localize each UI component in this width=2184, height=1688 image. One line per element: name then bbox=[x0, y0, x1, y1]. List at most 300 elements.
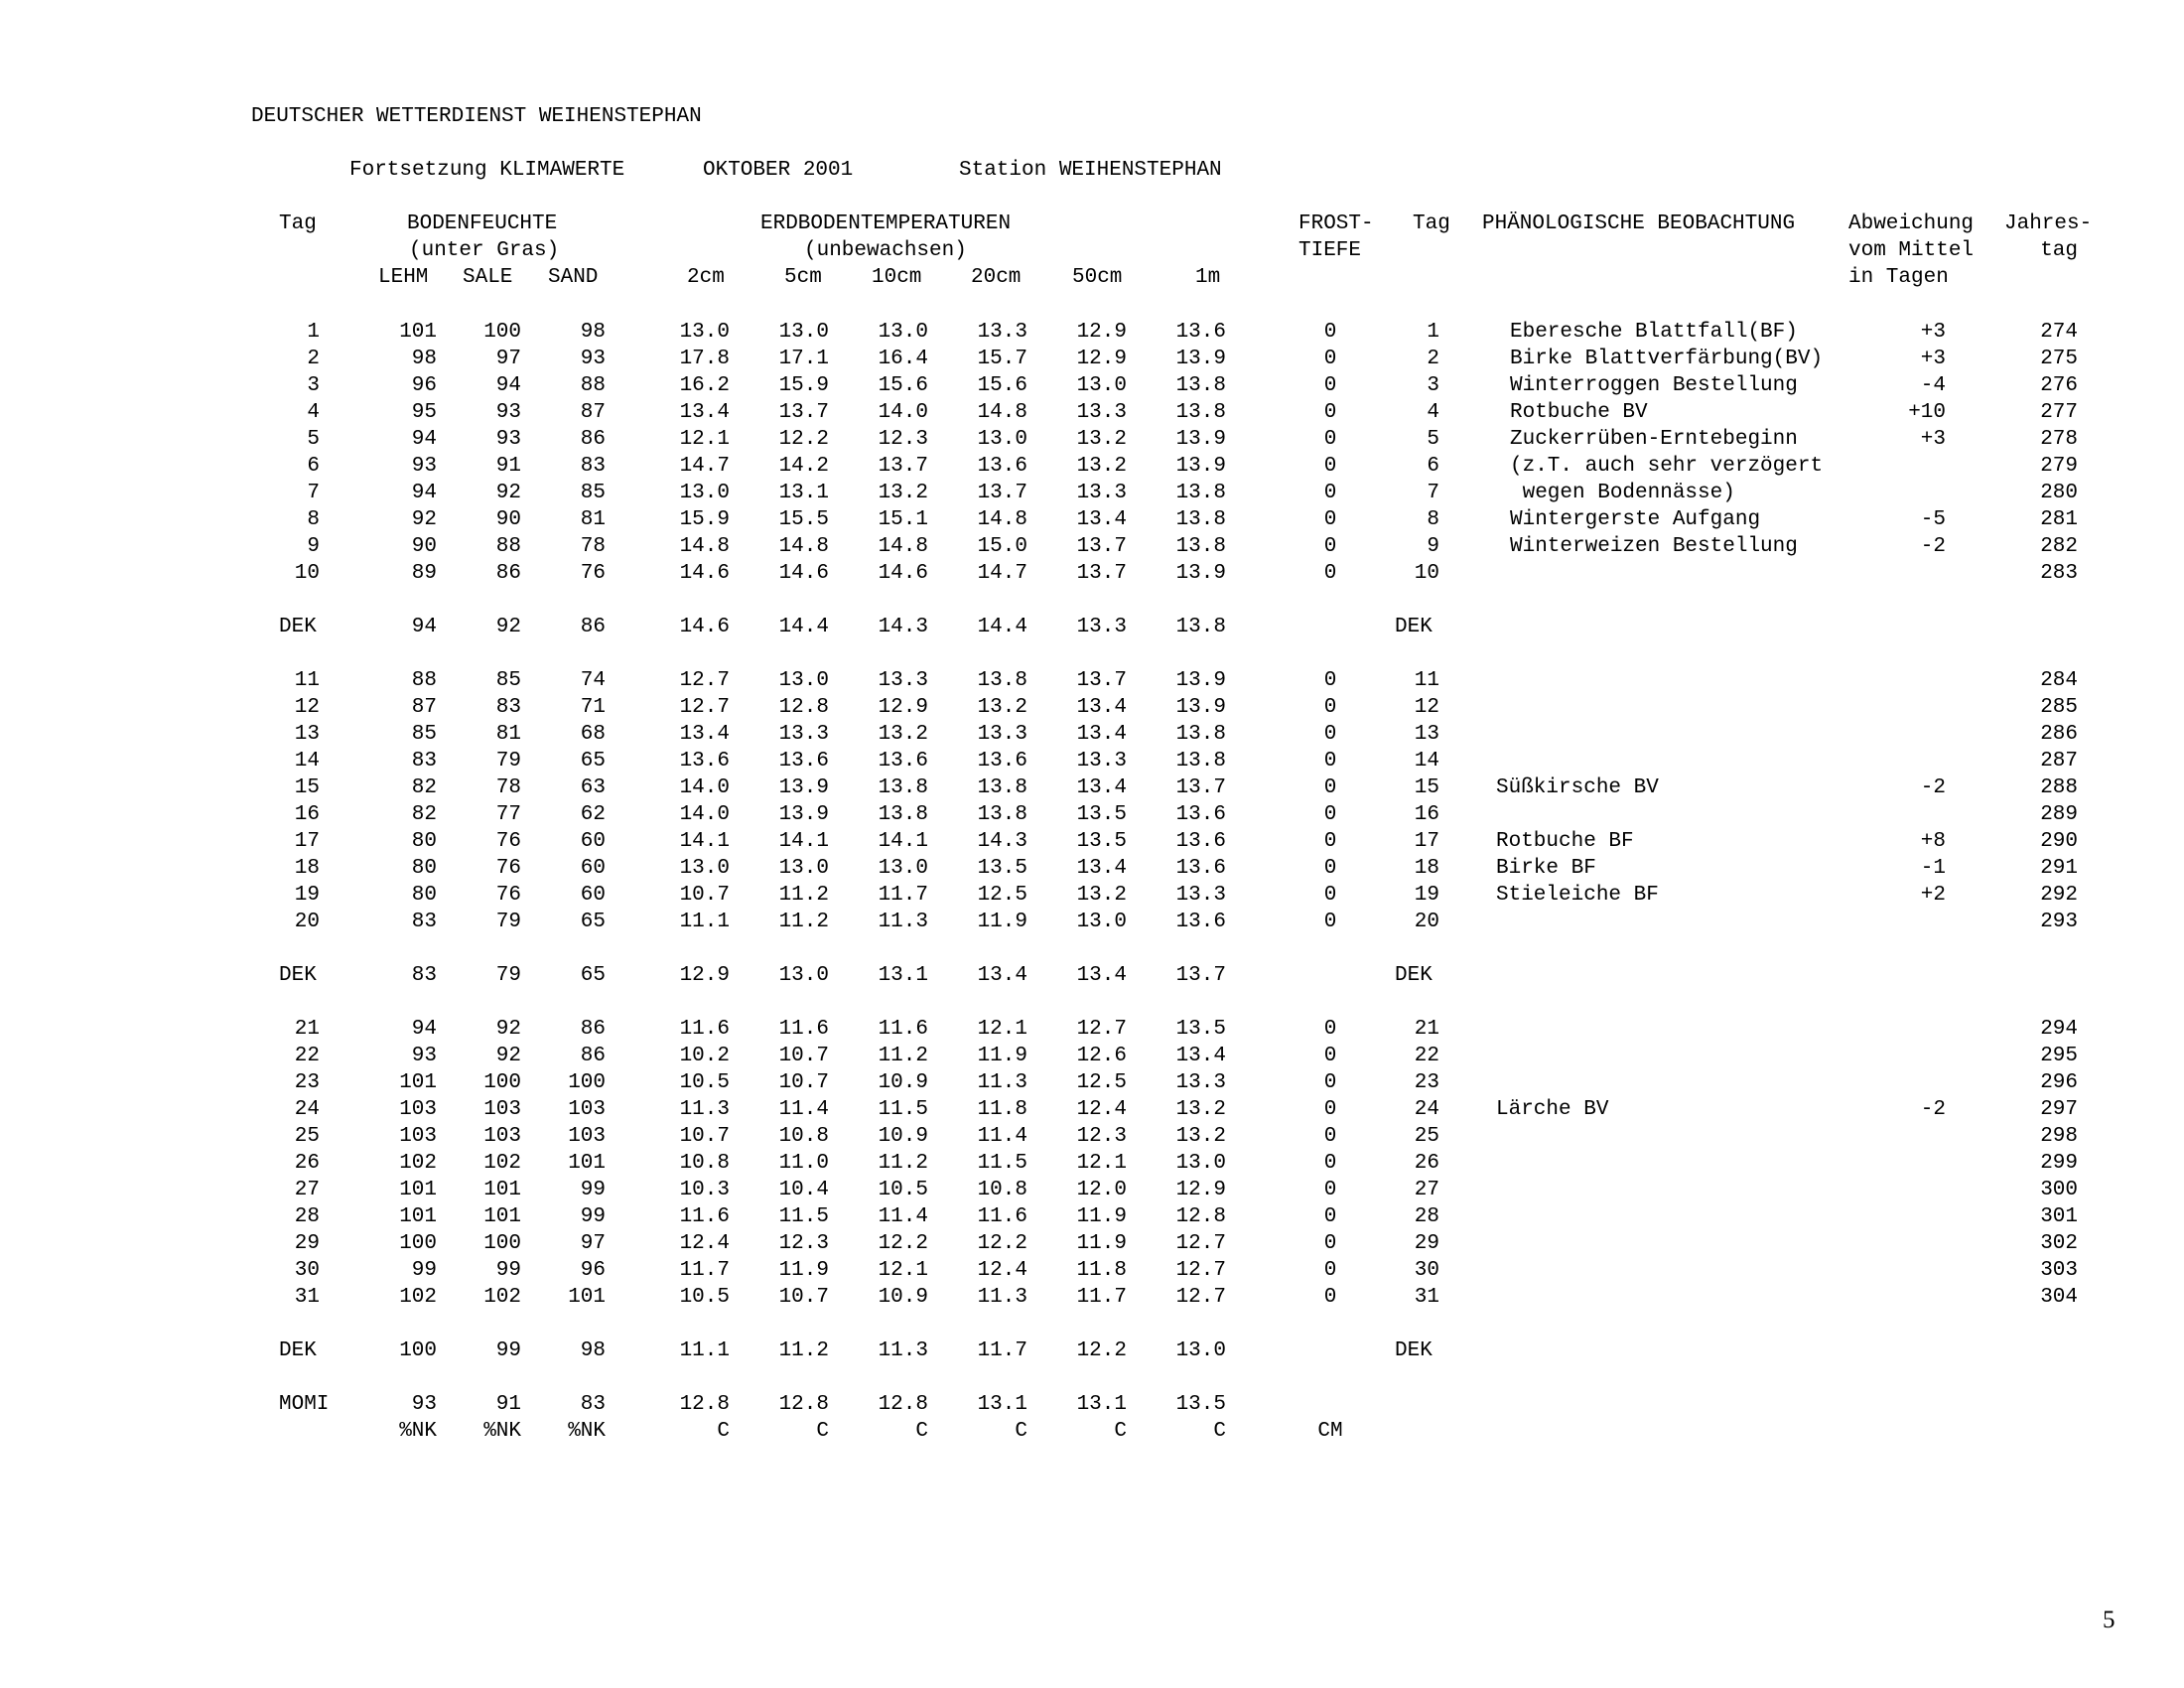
col-abweichung: Abweichung bbox=[1848, 212, 1975, 235]
row-value: 90 bbox=[495, 508, 521, 531]
row-frost: 0 bbox=[1323, 401, 1337, 424]
row-value: 88 bbox=[580, 374, 606, 397]
row-value: 11.2 bbox=[878, 1045, 928, 1067]
row-tag2: DEK bbox=[1395, 1339, 1433, 1362]
row-value: 13.8 bbox=[1175, 374, 1226, 397]
row-tag: 3 bbox=[307, 374, 320, 397]
row-value: 10.7 bbox=[679, 884, 730, 907]
row-value: 94 bbox=[411, 482, 437, 504]
row-value: 102 bbox=[399, 1286, 437, 1309]
row-value: 12.2 bbox=[1076, 1339, 1127, 1362]
row-value: 11.4 bbox=[977, 1125, 1027, 1148]
row-value: 12.7 bbox=[1076, 1018, 1127, 1041]
row-jahrestag: 296 bbox=[2040, 1071, 2078, 1094]
row-value: 13.4 bbox=[1076, 857, 1127, 880]
row-tag2: 18 bbox=[1414, 857, 1439, 880]
row-value: 93 bbox=[411, 455, 437, 478]
row-value: 88 bbox=[495, 535, 521, 558]
row-tag: 24 bbox=[294, 1098, 320, 1121]
row-value: 13.7 bbox=[1076, 669, 1127, 692]
row-value: 13.8 bbox=[977, 776, 1027, 799]
row-value: 14.2 bbox=[778, 455, 829, 478]
row-value: 100 bbox=[568, 1071, 606, 1094]
row-value: 11.9 bbox=[1076, 1205, 1127, 1228]
row-frost: 0 bbox=[1323, 696, 1337, 719]
row-value: 12.9 bbox=[1076, 321, 1127, 344]
row-jahrestag: 294 bbox=[2040, 1018, 2078, 1041]
row-abweichung: +3 bbox=[1920, 348, 1946, 370]
row-tag2: DEK bbox=[1395, 616, 1433, 638]
row-value: 71 bbox=[580, 696, 606, 719]
row-tag2: 22 bbox=[1414, 1045, 1439, 1067]
row-value: 96 bbox=[411, 374, 437, 397]
col-abweichung-3: in Tagen bbox=[1848, 266, 1949, 289]
col-erdboden: ERDBODENTEMPERATUREN bbox=[760, 212, 1012, 235]
row-value: 13.0 bbox=[778, 964, 829, 987]
row-value: 13.5 bbox=[1076, 830, 1127, 853]
row-tag: 18 bbox=[294, 857, 320, 880]
row-tag2: 31 bbox=[1414, 1286, 1439, 1309]
row-value: 92 bbox=[411, 508, 437, 531]
row-value: 11.3 bbox=[878, 1339, 928, 1362]
row-value: 10.7 bbox=[778, 1286, 829, 1309]
row-value: 98 bbox=[580, 1339, 606, 1362]
row-value: 14.8 bbox=[977, 508, 1027, 531]
row-value: 11.8 bbox=[1076, 1259, 1127, 1282]
row-value: 13.8 bbox=[1175, 616, 1226, 638]
row-jahrestag: 278 bbox=[2040, 428, 2078, 451]
row-value: 102 bbox=[399, 1152, 437, 1175]
row-value: 13.0 bbox=[1175, 1339, 1226, 1362]
row-value: 74 bbox=[580, 669, 606, 692]
row-tag: 13 bbox=[294, 723, 320, 746]
row-value: 12.5 bbox=[977, 884, 1027, 907]
row-value: 15.9 bbox=[778, 374, 829, 397]
page-number: 5 bbox=[2103, 1607, 2116, 1633]
row-value: 13.9 bbox=[778, 776, 829, 799]
row-jahrestag: 303 bbox=[2040, 1259, 2078, 1282]
row-value: 11.9 bbox=[977, 1045, 1027, 1067]
period: OKTOBER 2001 bbox=[703, 159, 854, 182]
row-value: 94 bbox=[495, 374, 521, 397]
row-tag: 8 bbox=[307, 508, 320, 531]
row-value: 13.8 bbox=[1175, 535, 1226, 558]
row-value: 10.5 bbox=[878, 1179, 928, 1201]
row-value: 12.1 bbox=[878, 1259, 928, 1282]
row-value: 13.6 bbox=[1175, 321, 1226, 344]
row-jahrestag: 279 bbox=[2040, 455, 2078, 478]
row-tag: 2 bbox=[307, 348, 320, 370]
row-value: 12.3 bbox=[878, 428, 928, 451]
row-value: 94 bbox=[411, 1018, 437, 1041]
row-value: 13.1 bbox=[1076, 1393, 1127, 1416]
row-frost: 0 bbox=[1323, 830, 1337, 853]
row-value: 13.4 bbox=[1175, 1045, 1226, 1067]
row-tag: 19 bbox=[294, 884, 320, 907]
row-value: 12.7 bbox=[1175, 1232, 1226, 1255]
row-tag2: 14 bbox=[1414, 750, 1439, 773]
row-value: 13.2 bbox=[878, 482, 928, 504]
row-value: 12.4 bbox=[679, 1232, 730, 1255]
row-value: 83 bbox=[411, 964, 437, 987]
row-value: 78 bbox=[495, 776, 521, 799]
subtitle: Fortsetzung KLIMAWERTE bbox=[349, 159, 625, 182]
row-value: 12.8 bbox=[778, 1393, 829, 1416]
row-value: 14.1 bbox=[878, 830, 928, 853]
row-value: 13.1 bbox=[878, 964, 928, 987]
row-value: 91 bbox=[495, 455, 521, 478]
row-value: 12.8 bbox=[778, 696, 829, 719]
row-frost: 0 bbox=[1323, 508, 1337, 531]
row-value: 12.5 bbox=[1076, 1071, 1127, 1094]
row-abweichung: -2 bbox=[1920, 535, 1946, 558]
row-value: 91 bbox=[495, 1393, 521, 1416]
row-value: 93 bbox=[495, 401, 521, 424]
row-value: 11.6 bbox=[679, 1018, 730, 1041]
row-frost: 0 bbox=[1323, 428, 1337, 451]
row-value: 13.0 bbox=[778, 857, 829, 880]
row-value: 12.7 bbox=[679, 696, 730, 719]
row-value: 13.5 bbox=[977, 857, 1027, 880]
row-pheno: (z.T. auch sehr verzögert bbox=[1510, 455, 1824, 478]
row-value: 102 bbox=[483, 1152, 521, 1175]
row-tag: 4 bbox=[307, 401, 320, 424]
row-value: 14.0 bbox=[679, 776, 730, 799]
row-value: 11.6 bbox=[878, 1018, 928, 1041]
row-tag: 6 bbox=[307, 455, 320, 478]
row-value: 11.2 bbox=[778, 911, 829, 933]
row-value: 13.2 bbox=[1076, 884, 1127, 907]
row-value: 14.7 bbox=[679, 455, 730, 478]
row-tag2: 21 bbox=[1414, 1018, 1439, 1041]
row-tag2: 12 bbox=[1414, 696, 1439, 719]
row-value: 81 bbox=[580, 508, 606, 531]
row-value: 12.2 bbox=[977, 1232, 1027, 1255]
row-value: 13.6 bbox=[778, 750, 829, 773]
row-value: 68 bbox=[580, 723, 606, 746]
row-value: 79 bbox=[495, 911, 521, 933]
row-value: 63 bbox=[580, 776, 606, 799]
row-value: 60 bbox=[580, 830, 606, 853]
row-value: 13.3 bbox=[1175, 1071, 1226, 1094]
row-value: 93 bbox=[580, 348, 606, 370]
row-value: 83 bbox=[411, 750, 437, 773]
subhead-sand: SAND bbox=[548, 266, 599, 289]
row-value: 14.1 bbox=[778, 830, 829, 853]
row-value: 13.7 bbox=[1076, 535, 1127, 558]
row-value: 99 bbox=[495, 1339, 521, 1362]
row-value: 13.3 bbox=[778, 723, 829, 746]
row-tag2: 27 bbox=[1414, 1179, 1439, 1201]
row-frost: 0 bbox=[1323, 776, 1337, 799]
row-jahrestag: 304 bbox=[2040, 1286, 2078, 1309]
row-jahrestag: 290 bbox=[2040, 830, 2078, 853]
row-value: 13.8 bbox=[1175, 482, 1226, 504]
row-value: 12.4 bbox=[977, 1259, 1027, 1282]
row-value: 11.2 bbox=[778, 1339, 829, 1362]
row-tag: DEK bbox=[279, 964, 317, 987]
row-frost: 0 bbox=[1323, 1205, 1337, 1228]
row-frost: 0 bbox=[1323, 482, 1337, 504]
row-value: 10.8 bbox=[679, 1152, 730, 1175]
row-value: 12.8 bbox=[679, 1393, 730, 1416]
row-value: 11.1 bbox=[679, 1339, 730, 1362]
row-value: 10.8 bbox=[977, 1179, 1027, 1201]
row-value: 13.0 bbox=[977, 428, 1027, 451]
row-value: 101 bbox=[483, 1179, 521, 1201]
row-tag: 9 bbox=[307, 535, 320, 558]
subhead-10cm: 10cm bbox=[872, 266, 922, 289]
row-value: 15.6 bbox=[977, 374, 1027, 397]
row-value: %NK bbox=[399, 1420, 437, 1443]
row-value: 12.7 bbox=[1175, 1286, 1226, 1309]
row-value: 15.6 bbox=[878, 374, 928, 397]
row-value: 13.9 bbox=[1175, 696, 1226, 719]
row-value: 11.9 bbox=[1076, 1232, 1127, 1255]
row-frost: 0 bbox=[1323, 1259, 1337, 1282]
row-frost: 0 bbox=[1323, 1125, 1337, 1148]
row-frost: 0 bbox=[1323, 348, 1337, 370]
row-jahrestag: 285 bbox=[2040, 696, 2078, 719]
row-frost: 0 bbox=[1323, 1179, 1337, 1201]
row-value: 13.1 bbox=[977, 1393, 1027, 1416]
row-tag: DEK bbox=[279, 1339, 317, 1362]
row-value: 14.6 bbox=[878, 562, 928, 585]
row-value: 12.4 bbox=[1076, 1098, 1127, 1121]
row-abweichung: -5 bbox=[1920, 508, 1946, 531]
row-value: 13.9 bbox=[1175, 428, 1226, 451]
row-tag2: 24 bbox=[1414, 1098, 1439, 1121]
row-abweichung: +3 bbox=[1920, 428, 1946, 451]
row-tag: 23 bbox=[294, 1071, 320, 1094]
row-value: 11.3 bbox=[977, 1071, 1027, 1094]
row-value: 13.3 bbox=[878, 669, 928, 692]
row-tag2: 17 bbox=[1414, 830, 1439, 853]
row-value: 13.8 bbox=[977, 669, 1027, 692]
row-value: 13.6 bbox=[977, 455, 1027, 478]
row-frost: 0 bbox=[1323, 455, 1337, 478]
row-value: 103 bbox=[399, 1098, 437, 1121]
row-frost: 0 bbox=[1323, 374, 1337, 397]
row-tag: 31 bbox=[294, 1286, 320, 1309]
row-value: 10.5 bbox=[679, 1071, 730, 1094]
row-value: 83 bbox=[580, 1393, 606, 1416]
row-value: 14.4 bbox=[778, 616, 829, 638]
row-value: 77 bbox=[495, 803, 521, 826]
row-value: 10.9 bbox=[878, 1286, 928, 1309]
row-value: 101 bbox=[483, 1205, 521, 1228]
row-jahrestag: 287 bbox=[2040, 750, 2078, 773]
subhead-50cm: 50cm bbox=[1072, 266, 1123, 289]
row-value: 100 bbox=[399, 1232, 437, 1255]
col-erdboden-sub: (unbewachsen) bbox=[804, 239, 967, 262]
row-value: 65 bbox=[580, 911, 606, 933]
row-frost: 0 bbox=[1323, 321, 1337, 344]
row-value: 11.4 bbox=[878, 1205, 928, 1228]
row-tag: 22 bbox=[294, 1045, 320, 1067]
row-value: 14.8 bbox=[778, 535, 829, 558]
row-value: 80 bbox=[411, 884, 437, 907]
row-tag2: 29 bbox=[1414, 1232, 1439, 1255]
row-frost: 0 bbox=[1323, 803, 1337, 826]
row-value: 88 bbox=[411, 669, 437, 692]
row-value: 13.4 bbox=[1076, 964, 1127, 987]
row-value: 12.9 bbox=[1076, 348, 1127, 370]
row-jahrestag: 288 bbox=[2040, 776, 2078, 799]
row-tag2: 1 bbox=[1427, 321, 1439, 344]
row-value: 11.1 bbox=[679, 911, 730, 933]
row-value: 94 bbox=[411, 616, 437, 638]
col-jahrestag-2: tag bbox=[2040, 239, 2078, 262]
row-value: 13.3 bbox=[977, 321, 1027, 344]
row-value: 14.6 bbox=[778, 562, 829, 585]
row-tag2: 5 bbox=[1427, 428, 1439, 451]
row-value: 13.8 bbox=[878, 803, 928, 826]
row-value: 102 bbox=[483, 1286, 521, 1309]
row-value: 101 bbox=[399, 321, 437, 344]
row-jahrestag: 300 bbox=[2040, 1179, 2078, 1201]
station: Station WEIHENSTEPHAN bbox=[959, 159, 1222, 182]
row-value: 16.2 bbox=[679, 374, 730, 397]
row-value: 13.9 bbox=[1175, 455, 1226, 478]
row-value: 13.6 bbox=[977, 750, 1027, 773]
row-tag: 14 bbox=[294, 750, 320, 773]
row-value: 14.0 bbox=[679, 803, 730, 826]
row-value: 12.2 bbox=[778, 428, 829, 451]
row-value: 65 bbox=[580, 750, 606, 773]
row-value: 15.0 bbox=[977, 535, 1027, 558]
row-value: 79 bbox=[495, 964, 521, 987]
row-tag2: 11 bbox=[1414, 669, 1439, 692]
row-value: 13.4 bbox=[1076, 776, 1127, 799]
row-value: 92 bbox=[495, 1045, 521, 1067]
row-value: 13.2 bbox=[1076, 428, 1127, 451]
row-value: 13.9 bbox=[1175, 562, 1226, 585]
row-value: 13.0 bbox=[1076, 911, 1127, 933]
col-tag2: Tag bbox=[1413, 212, 1450, 235]
row-value: 98 bbox=[580, 321, 606, 344]
row-value: 17.8 bbox=[679, 348, 730, 370]
row-frost: 0 bbox=[1323, 1018, 1337, 1041]
row-value: 86 bbox=[580, 428, 606, 451]
row-value: 97 bbox=[495, 348, 521, 370]
row-value: 13.7 bbox=[1175, 964, 1226, 987]
row-value: 11.9 bbox=[778, 1259, 829, 1282]
row-tag2: 13 bbox=[1414, 723, 1439, 746]
row-value: 12.8 bbox=[1175, 1205, 1226, 1228]
row-jahrestag: 301 bbox=[2040, 1205, 2078, 1228]
row-value: 103 bbox=[483, 1098, 521, 1121]
row-value: 93 bbox=[411, 1393, 437, 1416]
row-value: 87 bbox=[580, 401, 606, 424]
row-tag2: 9 bbox=[1427, 535, 1439, 558]
row-value: 14.3 bbox=[977, 830, 1027, 853]
row-value: 12.9 bbox=[679, 964, 730, 987]
row-value: 95 bbox=[411, 401, 437, 424]
row-value: 89 bbox=[411, 562, 437, 585]
row-value: 10.7 bbox=[778, 1045, 829, 1067]
row-value: 11.6 bbox=[977, 1205, 1027, 1228]
subhead-1m: 1m bbox=[1195, 266, 1221, 289]
row-value: 103 bbox=[568, 1098, 606, 1121]
subhead-lehm: LEHM bbox=[378, 266, 429, 289]
subhead-20cm: 20cm bbox=[971, 266, 1022, 289]
row-tag: 28 bbox=[294, 1205, 320, 1228]
row-value: 10.7 bbox=[778, 1071, 829, 1094]
row-value: 14.0 bbox=[878, 401, 928, 424]
row-value: 85 bbox=[580, 482, 606, 504]
row-tag: 25 bbox=[294, 1125, 320, 1148]
col-tag: Tag bbox=[279, 212, 317, 235]
row-value: 12.1 bbox=[1076, 1152, 1127, 1175]
row-value: 97 bbox=[580, 1232, 606, 1255]
row-value: 11.2 bbox=[778, 884, 829, 907]
row-value: 12.1 bbox=[679, 428, 730, 451]
row-value: 13.4 bbox=[1076, 723, 1127, 746]
row-value: 101 bbox=[568, 1286, 606, 1309]
row-value: 12.3 bbox=[1076, 1125, 1127, 1148]
row-value: 11.0 bbox=[778, 1152, 829, 1175]
row-value: 76 bbox=[495, 830, 521, 853]
row-jahrestag: 281 bbox=[2040, 508, 2078, 531]
row-value: 13.6 bbox=[1175, 911, 1226, 933]
row-value: %NK bbox=[483, 1420, 521, 1443]
row-value: 13.3 bbox=[1175, 884, 1226, 907]
row-tag: 27 bbox=[294, 1179, 320, 1201]
row-tag2: 20 bbox=[1414, 911, 1439, 933]
row-value: 12.1 bbox=[977, 1018, 1027, 1041]
row-value: 16.4 bbox=[878, 348, 928, 370]
row-value: 92 bbox=[495, 616, 521, 638]
row-value: 11.6 bbox=[679, 1205, 730, 1228]
row-value: 86 bbox=[580, 1018, 606, 1041]
row-value: 14.7 bbox=[977, 562, 1027, 585]
row-frost: 0 bbox=[1323, 1286, 1337, 1309]
row-value: 96 bbox=[580, 1259, 606, 1282]
row-value: 13.0 bbox=[778, 321, 829, 344]
row-pheno: Eberesche Blattfall(BF) bbox=[1510, 321, 1798, 344]
row-value: 13.7 bbox=[1175, 776, 1226, 799]
row-jahrestag: 293 bbox=[2040, 911, 2078, 933]
row-value: 86 bbox=[580, 1045, 606, 1067]
row-value: 11.3 bbox=[878, 911, 928, 933]
row-value: 14.6 bbox=[679, 562, 730, 585]
row-tag: DEK bbox=[279, 616, 317, 638]
col-frost: FROST- bbox=[1298, 212, 1374, 235]
row-value: 13.0 bbox=[878, 321, 928, 344]
row-value: 103 bbox=[568, 1125, 606, 1148]
row-value: 14.8 bbox=[679, 535, 730, 558]
row-jahrestag: 274 bbox=[2040, 321, 2078, 344]
row-value: 99 bbox=[580, 1205, 606, 1228]
row-value: 100 bbox=[483, 321, 521, 344]
row-value: 11.4 bbox=[778, 1098, 829, 1121]
row-value: 12.7 bbox=[1175, 1259, 1226, 1282]
row-value: 13.6 bbox=[1175, 830, 1226, 853]
row-tag2: 26 bbox=[1414, 1152, 1439, 1175]
row-value: 14.3 bbox=[878, 616, 928, 638]
row-frost: 0 bbox=[1323, 535, 1337, 558]
row-value: 78 bbox=[580, 535, 606, 558]
row-abweichung: -2 bbox=[1920, 1098, 1946, 1121]
row-value: 13.2 bbox=[1175, 1125, 1226, 1148]
row-jahrestag: 292 bbox=[2040, 884, 2078, 907]
row-tag2: 4 bbox=[1427, 401, 1439, 424]
row-tag2: 25 bbox=[1414, 1125, 1439, 1148]
row-value: 81 bbox=[495, 723, 521, 746]
row-value: 13.0 bbox=[778, 669, 829, 692]
row-value: 15.1 bbox=[878, 508, 928, 531]
